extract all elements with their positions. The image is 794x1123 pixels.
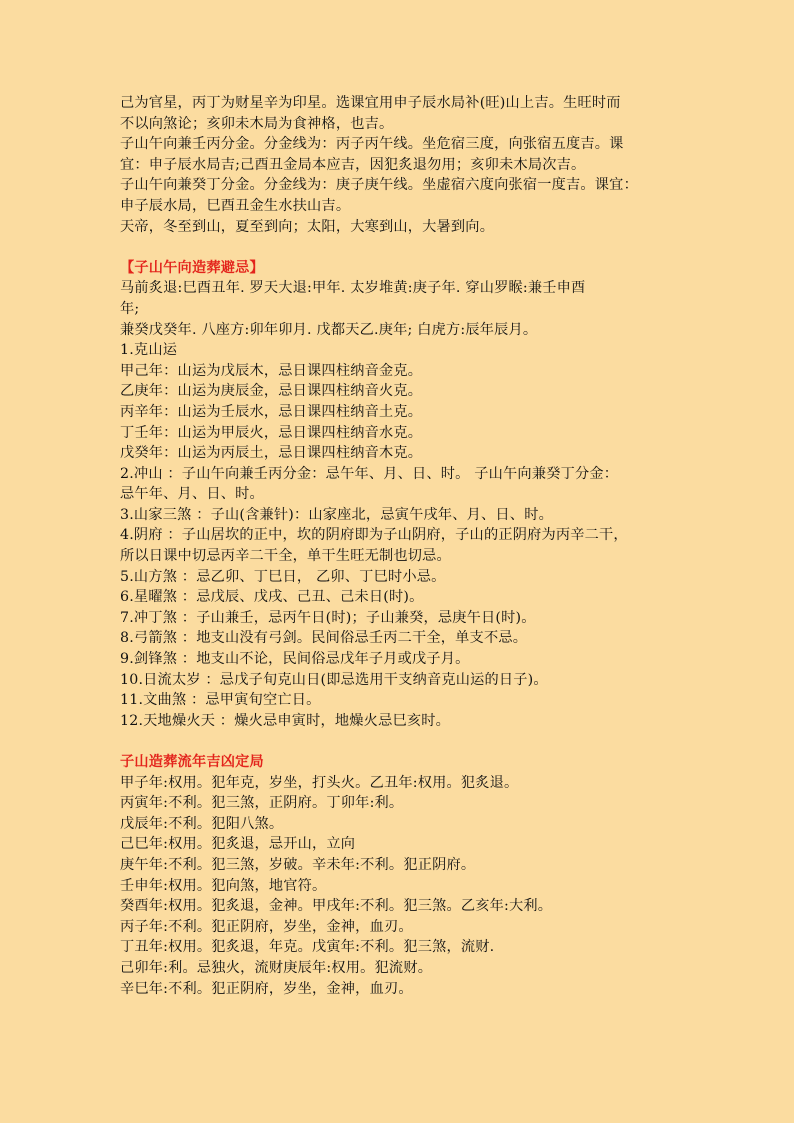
section-line: 马前炙退:巳酉丑年. 罗天大退:甲年. 太岁堆黄:庚子年. 穿山罗睺:兼壬申酉 — [120, 280, 586, 297]
section-line: 壬申年:权用。犯向煞，地官符。 — [120, 877, 327, 894]
section-line: 12.天地燥火天 ：燥火忌申寅时，地燥火忌巳亥时。 — [120, 712, 451, 729]
section-line: 8.弓箭煞 ：地支山没有弓剑。民间俗忌壬丙二干全，单支不忌。 — [120, 630, 528, 647]
section-line: 11.文曲煞 ：忌甲寅旬空亡日。 — [120, 692, 321, 709]
section-line: 丙子年:不利。犯正阴府，岁坐，金神，血刃。 — [120, 918, 413, 935]
section-line: 7.冲丁煞 ：子山兼壬，忌丙午日(时)；子山兼癸，忌庚午日(时)。 — [120, 609, 536, 626]
section-line: 己卯年:利。忌独火，流财庚辰年:权用。犯流财。 — [120, 959, 433, 976]
section-line: 6.星曜煞 ：忌戊辰、戊戌、己丑、己未日(时)。 — [120, 589, 424, 606]
section-line: 9.剑锋煞 ：地支山不论，民间俗忌戊年子月或戊子月。 — [120, 651, 470, 668]
section-line: 戊癸年：山运为丙辰土，忌日课四柱纳音木克。 — [120, 445, 423, 462]
section-line: 乙庚年：山运为庚辰金，忌日课四柱纳音火克。 — [120, 383, 423, 400]
section-line: 己巳年:权用。犯炙退，忌开山，立向 — [120, 836, 356, 853]
section-line: 庚午年:不利。犯三煞，岁破。辛未年:不利。犯正阴府。 — [120, 856, 476, 873]
section-line: 3.山家三煞 ：子山(含兼针)：山家座北，忌寅午戌年、月、日、时。 — [120, 506, 553, 523]
section-line: 忌午年、月、日、时。 — [120, 486, 264, 503]
intro-line: 不以向煞论；亥卯未木局为食神格，也吉。 — [120, 115, 394, 132]
section-line: 甲子年:权用。犯年克，岁坐，打头火。乙丑年:权用。犯炙退。 — [120, 774, 519, 791]
intro-line: 己为官星，丙丁为财星辛为印星。选课宜用申子辰水局补(旺)山上吉。生旺时而 — [120, 95, 621, 111]
section-line: 4.阴府 ：子山居坎的正中，坎的阴府即为子山阴府，子山的正阴府为丙辛二干， — [120, 527, 628, 544]
section-line: 丙辛年：山运为壬辰水，忌日课四柱纳音土克。 — [120, 403, 423, 420]
section-line: 丁壬年：山运为甲辰火，忌日课四柱纳音水克。 — [120, 424, 423, 441]
section-line: 戊辰年:不利。犯阳八煞。 — [120, 815, 284, 832]
intro-line: 天帝，冬至到山，夏至到向；太阳，大寒到山，大暑到向。 — [120, 218, 495, 235]
section-line: 甲己年：山运为戊辰木，忌日课四柱纳音金克。 — [120, 362, 423, 379]
intro-line: 申子辰水局，巳酉丑金生水扶山吉。 — [120, 197, 351, 214]
section-heading: 子山造葬流年吉凶定局 — [120, 754, 264, 770]
intro-line: 宜：申子辰水局吉;己酉丑金局本应吉，因犯炙退勿用；亥卯未木局次吉。 — [120, 156, 586, 173]
section-spacer — [120, 237, 684, 258]
section-spacer — [120, 731, 684, 752]
section-line: 丙寅年:不利。犯三煞，正阴府。丁卯年:利。 — [120, 795, 404, 812]
intro-line: 子山午向兼癸丁分金。分金线为：庚子庚午线。坐虚宿六度向张宿一度吉。课宜： — [120, 177, 638, 194]
section-line: 癸酉年:权用。犯炙退，金神。甲戌年:不利。犯三煞。乙亥年:大利。 — [120, 898, 553, 915]
section-line: 5.山方煞 ：忌乙卯、丁巳日， 乙卯、丁巳时小忌。 — [120, 568, 446, 585]
section-line: 辛巳年:不利。犯正阴府，岁坐，金神，血刃。 — [120, 980, 413, 997]
section-line: 10.日流太岁 ：忌戊子旬克山日(即忌选用干支纳音克山运的日子)。 — [120, 671, 548, 688]
section-line: 丁丑年:权用。犯炙退，年克。戊寅年:不利。犯三煞，流财. — [120, 939, 495, 956]
intro-line: 子山午向兼壬丙分金。分金线为：丙子丙午线。坐危宿三度，向张宿五度吉。课 — [120, 136, 624, 153]
section-line: 所以日课中切忌丙辛二干全，单干生旺无制也切忌。 — [120, 548, 451, 565]
section-line: 兼癸戊癸年. 八座方:卯年卯月. 戊都天乙.庚年; 白虎方:辰年辰月。 — [120, 321, 538, 338]
section-line: 2.冲山 ：子山午向兼壬丙分金：忌午年、月、日、时。 子山午向兼癸丁分金： — [120, 465, 619, 482]
section-line: 年; — [120, 300, 140, 317]
intro-block — [120, 93, 684, 237]
section-line: 1.克山运 — [120, 342, 178, 359]
section-avoidances — [120, 258, 684, 732]
section-heading: 【子山午向造葬避忌】 — [120, 259, 264, 276]
section-yearly-fortune — [120, 752, 684, 999]
